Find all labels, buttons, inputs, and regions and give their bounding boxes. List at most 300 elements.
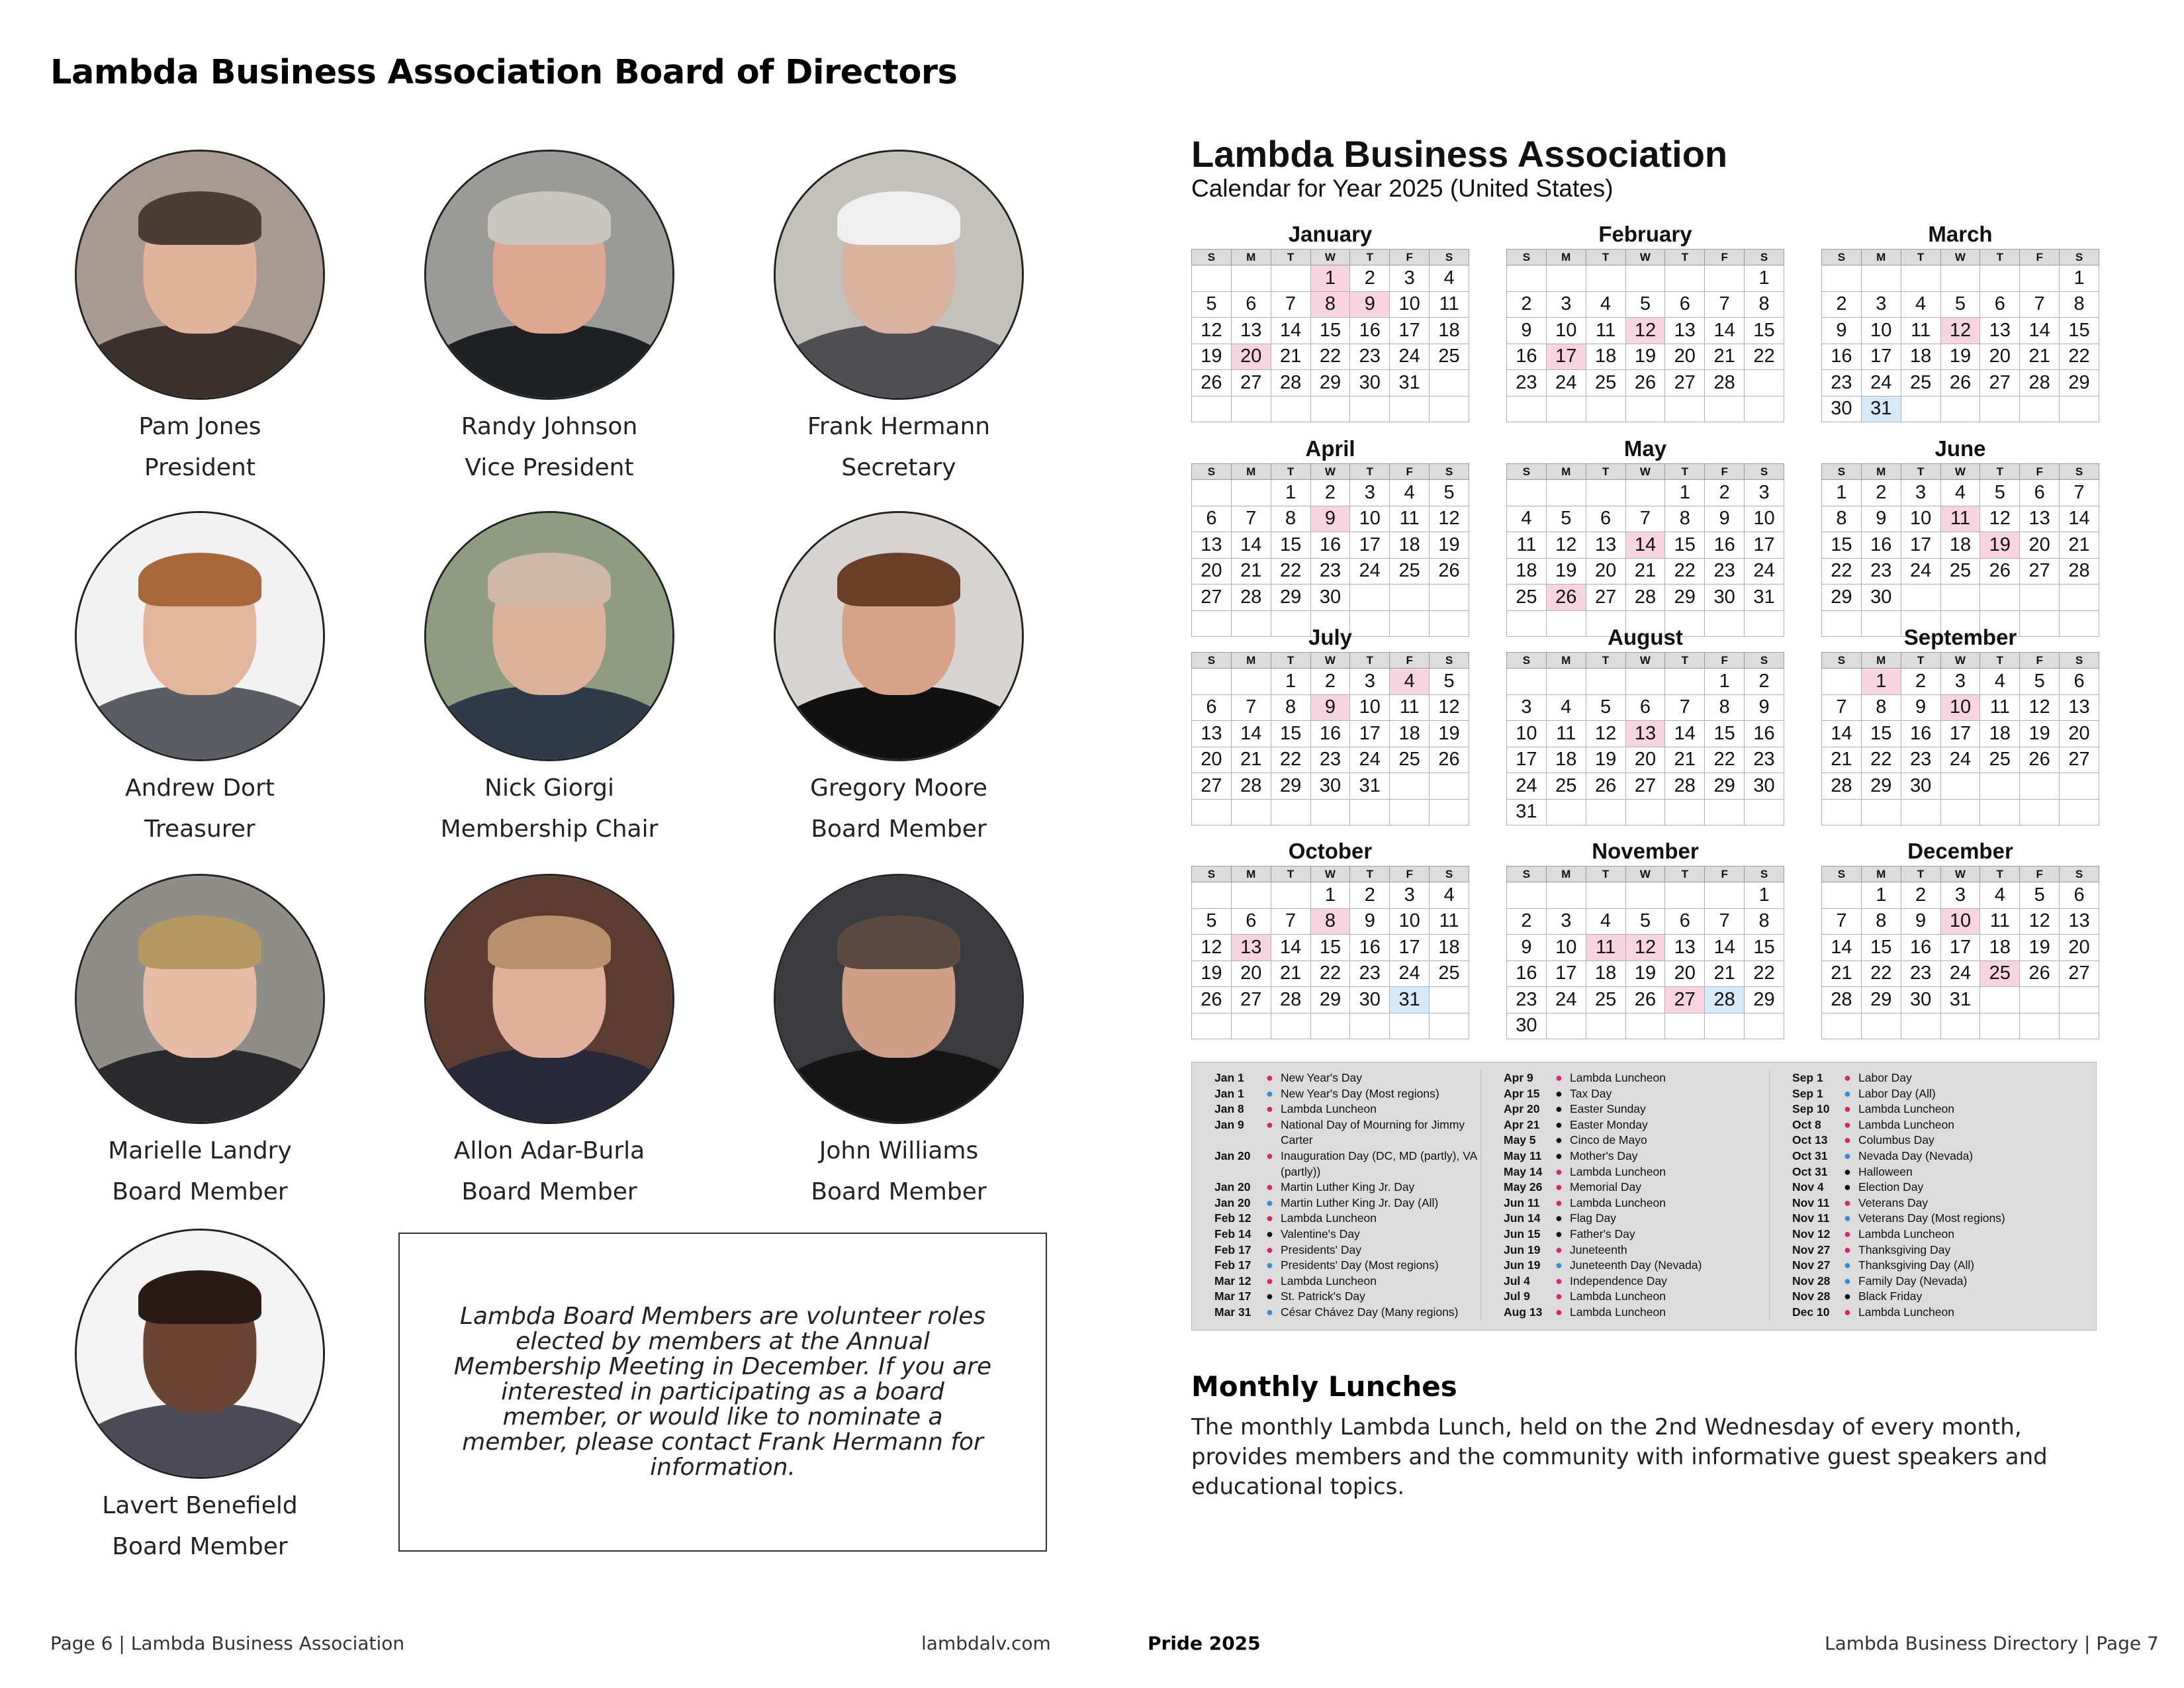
bullet-dot-icon: ● <box>1555 1274 1563 1288</box>
day-cell <box>1980 799 2020 825</box>
footer-site[interactable]: lambdalv.com <box>921 1632 1051 1654</box>
day-cell <box>1822 1013 1862 1039</box>
event-date: Jun 19 <box>1504 1258 1541 1272</box>
weekday-header: F <box>1705 464 1745 480</box>
event-date: Jan 20 <box>1214 1149 1251 1162</box>
day-cell: 30 <box>1310 585 1350 611</box>
weekday-header: F <box>1390 250 1430 265</box>
event-text: Lambda Luncheon <box>1858 1117 1954 1131</box>
event-item <box>1504 1305 1769 1321</box>
month-grid <box>1506 249 1784 422</box>
weekday-header: S <box>2060 867 2099 882</box>
day-cell <box>1271 799 1310 825</box>
event-text: Lambda Luncheon <box>1281 1274 1377 1288</box>
day-cell: 25 <box>1586 370 1625 397</box>
month-grid <box>1191 866 1469 1039</box>
day-cell: 1 <box>1705 669 1745 695</box>
day-cell: 12 <box>1625 318 1665 344</box>
weekday-header: F <box>1390 653 1430 669</box>
day-cell: 19 <box>1980 532 2020 559</box>
weekday-header: S <box>1507 464 1547 480</box>
day-cell: 28 <box>1665 773 1705 800</box>
day-cell <box>1625 669 1665 695</box>
portrait-photo <box>424 150 674 400</box>
day-cell: 6 <box>2060 882 2099 909</box>
day-cell <box>2060 799 2099 825</box>
day-cell: 4 <box>1430 882 1469 909</box>
day-cell: 2 <box>1901 882 1940 909</box>
bullet-dot-icon: ● <box>1555 1102 1563 1116</box>
event-text: Lambda Luncheon <box>1858 1102 1954 1116</box>
day-cell: 16 <box>1822 344 1862 370</box>
weekday-header: T <box>1901 867 1940 882</box>
day-cell: 21 <box>1705 344 1745 370</box>
day-cell: 28 <box>1231 773 1271 800</box>
event-date: Mar 17 <box>1214 1289 1251 1303</box>
day-cell <box>1546 396 1586 422</box>
month-december <box>1821 837 2099 1039</box>
day-cell <box>1901 396 1940 422</box>
day-cell: 26 <box>1430 747 1469 773</box>
day-cell <box>1192 882 1232 909</box>
event-item <box>1792 1289 2058 1305</box>
bullet-dot-icon: ● <box>1266 1071 1273 1084</box>
day-cell: 13 <box>1665 318 1705 344</box>
portrait-photo <box>75 874 325 1124</box>
day-cell: 29 <box>1310 370 1350 397</box>
member-name: Pam Jones <box>138 413 261 440</box>
day-cell: 6 <box>1665 291 1705 318</box>
event-date: Dec 10 <box>1792 1305 1830 1319</box>
day-cell: 28 <box>2020 370 2060 397</box>
event-date: Jun 15 <box>1504 1227 1541 1241</box>
day-cell: 15 <box>1745 935 1784 961</box>
day-cell: 29 <box>1271 773 1310 800</box>
month-grid <box>1506 463 1784 637</box>
day-cell: 24 <box>1940 961 1980 987</box>
day-cell: 21 <box>1271 961 1310 987</box>
day-cell <box>1310 396 1350 422</box>
calendar-subtitle: Calendar for Year 2025 (United States) <box>1191 175 1614 202</box>
day-cell: 15 <box>1271 532 1310 559</box>
event-text: Election Day <box>1858 1180 1924 1194</box>
day-cell: 9 <box>1745 694 1784 721</box>
day-cell: 9 <box>1861 506 1901 532</box>
weekday-header: F <box>1390 464 1430 480</box>
footer-center: Pride 2025 <box>1148 1632 1261 1654</box>
day-cell: 25 <box>1430 344 1469 370</box>
day-cell <box>1822 265 1862 292</box>
day-cell: 30 <box>1350 987 1390 1013</box>
day-cell <box>1705 1013 1745 1039</box>
month-name: June <box>1934 436 1986 461</box>
event-date: Jan 9 <box>1214 1117 1244 1131</box>
weekday-header: T <box>1980 653 2020 669</box>
event-item <box>1214 1289 1480 1305</box>
day-cell: 27 <box>1980 370 2020 397</box>
weekday-header: F <box>1705 653 1745 669</box>
day-cell: 29 <box>1861 773 1901 800</box>
event-date: Apr 15 <box>1504 1086 1540 1100</box>
day-cell: 28 <box>1705 987 1745 1013</box>
day-cell: 25 <box>1390 558 1430 585</box>
day-cell: 26 <box>1192 370 1232 397</box>
day-cell: 7 <box>1271 908 1310 935</box>
bullet-dot-icon: ● <box>1266 1211 1273 1225</box>
event-item <box>1504 1196 1769 1211</box>
event-date: Nov 4 <box>1792 1180 1824 1194</box>
event-text: Veterans Day <box>1858 1196 1929 1209</box>
event-text: Thanksgiving Day (All) <box>1858 1258 1975 1272</box>
day-cell: 21 <box>1705 961 1745 987</box>
board-title: Lambda Business Association Board of Directors <box>50 53 958 92</box>
day-cell: 11 <box>1586 318 1625 344</box>
day-cell <box>1430 396 1469 422</box>
day-cell <box>1901 1013 1940 1039</box>
day-cell: 5 <box>1192 908 1232 935</box>
day-cell: 9 <box>1507 318 1547 344</box>
event-date: Nov 27 <box>1792 1243 1831 1256</box>
day-cell <box>1940 799 1980 825</box>
day-cell: 5 <box>2020 669 2060 695</box>
day-cell: 5 <box>1586 694 1625 721</box>
bullet-dot-icon: ● <box>1844 1258 1851 1272</box>
day-cell <box>1745 370 1784 397</box>
day-cell: 16 <box>1507 344 1547 370</box>
event-item <box>1792 1117 2058 1133</box>
day-cell: 16 <box>1861 532 1901 559</box>
weekday-header: F <box>1705 867 1745 882</box>
day-cell: 12 <box>1546 532 1586 559</box>
events-column <box>1192 1070 1480 1321</box>
day-cell: 3 <box>1546 291 1586 318</box>
day-cell: 9 <box>1507 935 1547 961</box>
day-cell: 29 <box>1705 773 1745 800</box>
weekday-header: S <box>1507 250 1547 265</box>
board-member <box>41 1229 359 1568</box>
day-cell: 9 <box>1901 694 1940 721</box>
day-cell <box>1822 882 1862 909</box>
day-cell: 1 <box>1822 480 1862 506</box>
event-item <box>1504 1243 1769 1258</box>
event-date: Sep 10 <box>1792 1102 1830 1116</box>
day-cell: 4 <box>1980 882 2020 909</box>
weekday-header: W <box>1940 867 1980 882</box>
month-august <box>1506 623 1784 825</box>
weekday-header: W <box>1625 867 1665 882</box>
portrait-photo <box>774 150 1024 400</box>
day-cell: 7 <box>1705 908 1745 935</box>
day-cell: 6 <box>1625 694 1665 721</box>
event-date: Nov 27 <box>1792 1258 1831 1272</box>
bullet-dot-icon: ● <box>1844 1227 1851 1241</box>
day-cell <box>1625 1013 1665 1039</box>
event-date: Oct 13 <box>1792 1133 1828 1147</box>
day-cell: 24 <box>1901 558 1940 585</box>
event-text: Mother's Day <box>1570 1149 1638 1162</box>
day-cell: 17 <box>1546 344 1586 370</box>
day-cell <box>2020 799 2060 825</box>
day-cell: 8 <box>1705 694 1745 721</box>
event-date: Feb 17 <box>1214 1258 1251 1272</box>
day-cell: 2 <box>1901 669 1940 695</box>
day-cell: 18 <box>1586 961 1625 987</box>
month-july <box>1191 623 1469 825</box>
member-name: Randy Johnson <box>461 413 638 440</box>
day-cell: 28 <box>1625 585 1665 611</box>
lunches-body: The monthly Lambda Lunch, held on the 2nd Wednesday of every month, provides members and the community with informative guest speakers and educational topics. <box>1191 1414 2048 1500</box>
day-cell: 8 <box>1745 291 1784 318</box>
day-cell <box>2020 585 2060 611</box>
day-cell: 18 <box>1980 721 2020 747</box>
weekday-header: T <box>1350 464 1390 480</box>
month-grid <box>1506 652 1784 825</box>
day-cell <box>1546 669 1586 695</box>
day-cell: 10 <box>1940 908 1980 935</box>
event-text: César Chávez Day (Many regions) <box>1281 1305 1459 1319</box>
event-date: Jan 1 <box>1214 1071 1244 1084</box>
day-cell <box>1745 396 1784 422</box>
board-member <box>41 150 359 489</box>
day-cell: 6 <box>2060 669 2099 695</box>
day-cell: 16 <box>1310 721 1350 747</box>
day-cell: 12 <box>1625 935 1665 961</box>
day-cell: 3 <box>1507 694 1547 721</box>
weekday-header: S <box>1192 250 1232 265</box>
day-cell: 23 <box>1350 344 1390 370</box>
day-cell: 8 <box>1745 908 1784 935</box>
day-cell: 16 <box>1507 961 1547 987</box>
event-item <box>1214 1258 1480 1274</box>
weekday-header: T <box>1980 250 2020 265</box>
weekday-header: S <box>1192 653 1232 669</box>
weekday-header: W <box>1310 250 1350 265</box>
day-cell: 25 <box>1980 961 2020 987</box>
day-cell: 7 <box>1665 694 1705 721</box>
day-cell: 12 <box>1586 721 1625 747</box>
day-cell <box>2020 773 2060 800</box>
day-cell <box>1822 669 1862 695</box>
event-item <box>1214 1243 1480 1258</box>
member-role: Board Member <box>811 816 987 843</box>
day-cell: 5 <box>1980 480 2020 506</box>
bullet-dot-icon: ● <box>1555 1117 1563 1131</box>
day-cell: 26 <box>1980 558 2020 585</box>
day-cell: 30 <box>1901 987 1940 1013</box>
day-cell: 19 <box>1940 344 1980 370</box>
day-cell: 10 <box>1350 506 1390 532</box>
bullet-dot-icon: ● <box>1266 1289 1273 1303</box>
event-item <box>1504 1070 1769 1086</box>
event-item <box>1792 1070 2058 1086</box>
event-text: Juneteenth <box>1570 1243 1627 1256</box>
day-cell: 23 <box>1745 747 1784 773</box>
event-date: Feb 12 <box>1214 1211 1251 1225</box>
day-cell: 27 <box>1625 773 1665 800</box>
event-text: Easter Sunday <box>1570 1102 1646 1116</box>
day-cell: 19 <box>1546 558 1586 585</box>
weekday-header: T <box>1586 250 1625 265</box>
day-cell: 10 <box>1901 506 1940 532</box>
day-cell: 26 <box>1192 987 1232 1013</box>
day-cell: 23 <box>1861 558 1901 585</box>
bullet-dot-icon: ● <box>1266 1086 1273 1100</box>
event-item <box>1214 1149 1480 1180</box>
weekday-header: S <box>1507 653 1547 669</box>
day-cell: 17 <box>1390 318 1430 344</box>
day-cell: 23 <box>1822 370 1862 397</box>
day-cell <box>1430 799 1469 825</box>
day-cell <box>2020 265 2060 292</box>
day-cell: 22 <box>1745 961 1784 987</box>
member-name: Andrew Dort <box>124 774 275 802</box>
day-cell <box>1901 265 1940 292</box>
event-item <box>1214 1305 1480 1321</box>
day-cell <box>1231 882 1271 909</box>
day-cell: 25 <box>1430 961 1469 987</box>
event-item <box>1214 1180 1480 1196</box>
bullet-dot-icon: ● <box>1266 1243 1273 1256</box>
day-cell: 10 <box>1546 318 1586 344</box>
day-cell: 22 <box>1271 558 1310 585</box>
event-text: Independence Day <box>1570 1274 1667 1288</box>
day-cell <box>1625 265 1665 292</box>
day-cell: 4 <box>1546 694 1586 721</box>
weekday-header: T <box>1271 464 1310 480</box>
day-cell: 9 <box>1705 506 1745 532</box>
bullet-dot-icon: ● <box>1844 1071 1851 1084</box>
day-cell: 20 <box>2060 721 2099 747</box>
day-cell: 22 <box>2060 344 2099 370</box>
weekday-header: M <box>1546 250 1586 265</box>
day-cell: 6 <box>1231 908 1271 935</box>
event-item <box>1792 1133 2058 1149</box>
weekday-header: T <box>1980 464 2020 480</box>
day-cell: 16 <box>1350 935 1390 961</box>
day-cell <box>1705 882 1745 909</box>
day-cell <box>1861 1013 1901 1039</box>
weekday-header: S <box>1507 867 1547 882</box>
event-text: St. Patrick's Day <box>1281 1289 1365 1303</box>
weekday-header: S <box>1430 464 1469 480</box>
day-cell <box>1192 480 1232 506</box>
day-cell: 24 <box>1861 370 1901 397</box>
weekday-header: W <box>1940 653 1980 669</box>
day-cell <box>2060 987 2099 1013</box>
day-cell: 26 <box>1625 370 1665 397</box>
event-text: Juneteenth Day (Nevada) <box>1570 1258 1702 1272</box>
day-cell: 11 <box>1940 506 1980 532</box>
day-cell <box>1745 799 1784 825</box>
month-grid <box>1191 652 1469 825</box>
month-name: November <box>1592 839 1699 863</box>
event-date: Jan 20 <box>1214 1180 1251 1194</box>
weekday-header: M <box>1231 250 1271 265</box>
event-text: Lambda Luncheon <box>1570 1289 1666 1303</box>
day-cell: 5 <box>1430 480 1469 506</box>
day-cell: 27 <box>1231 987 1271 1013</box>
day-cell: 10 <box>1745 506 1784 532</box>
day-cell: 22 <box>1861 961 1901 987</box>
bullet-dot-icon: ● <box>1555 1133 1563 1147</box>
day-cell: 31 <box>1940 987 1980 1013</box>
event-text: New Year's Day (Most regions) <box>1281 1086 1439 1100</box>
event-text: Lambda Luncheon <box>1570 1305 1666 1319</box>
weekday-header: T <box>1665 250 1705 265</box>
month-name: August <box>1608 625 1683 649</box>
day-cell: 30 <box>1350 370 1390 397</box>
event-item <box>1504 1274 1769 1289</box>
month-grid <box>1191 249 1469 422</box>
event-date: May 5 <box>1504 1133 1536 1147</box>
day-cell: 3 <box>1546 908 1586 935</box>
event-text: Flag Day <box>1570 1211 1617 1225</box>
day-cell <box>2060 773 2099 800</box>
day-cell: 12 <box>1192 318 1232 344</box>
month-grid <box>1506 866 1784 1039</box>
day-cell <box>2060 585 2099 611</box>
day-cell: 19 <box>2020 721 2060 747</box>
day-cell <box>1980 773 2020 800</box>
day-cell: 30 <box>1901 773 1940 800</box>
day-cell: 19 <box>1625 961 1665 987</box>
day-cell: 21 <box>2060 532 2099 559</box>
day-cell: 27 <box>1665 987 1705 1013</box>
day-cell: 2 <box>1507 291 1547 318</box>
event-date: Feb 17 <box>1214 1243 1251 1256</box>
events-column <box>1480 1070 1769 1321</box>
day-cell: 22 <box>1745 344 1784 370</box>
weekday-header: T <box>1271 250 1310 265</box>
day-cell: 17 <box>1390 935 1430 961</box>
weekday-header: S <box>1430 653 1469 669</box>
event-item <box>1504 1149 1769 1164</box>
member-role: Board Member <box>112 1533 288 1560</box>
day-cell <box>1231 480 1271 506</box>
event-date: Mar 31 <box>1214 1305 1251 1319</box>
event-item <box>1792 1149 2058 1164</box>
day-cell: 8 <box>1822 506 1862 532</box>
day-cell: 22 <box>1310 961 1350 987</box>
member-role: Secretary <box>841 454 956 481</box>
day-cell: 14 <box>2060 506 2099 532</box>
event-date: Apr 9 <box>1504 1071 1533 1084</box>
day-cell: 22 <box>1822 558 1862 585</box>
bullet-dot-icon: ● <box>1844 1211 1851 1225</box>
board-member <box>41 511 359 850</box>
event-text: Black Friday <box>1858 1289 1923 1303</box>
day-cell: 11 <box>1980 908 2020 935</box>
day-cell: 20 <box>2060 935 2099 961</box>
event-item <box>1792 1180 2058 1196</box>
day-cell: 27 <box>2060 747 2099 773</box>
day-cell: 1 <box>1665 480 1705 506</box>
weekday-header: T <box>1350 250 1390 265</box>
event-text: Labor Day <box>1858 1071 1912 1084</box>
event-date: Sep 1 <box>1792 1086 1823 1100</box>
calendar-title: Lambda Business Association <box>1191 133 1728 175</box>
lunches-title: Monthly Lunches <box>1191 1370 1457 1403</box>
member-role: Treasurer <box>144 816 255 843</box>
day-cell: 1 <box>1745 265 1784 292</box>
day-cell <box>1861 265 1901 292</box>
day-cell <box>1861 799 1901 825</box>
weekday-header: F <box>2020 867 2060 882</box>
day-cell: 21 <box>1625 558 1665 585</box>
events-column <box>1769 1070 2058 1321</box>
day-cell <box>1940 1013 1980 1039</box>
day-cell: 3 <box>1745 480 1784 506</box>
